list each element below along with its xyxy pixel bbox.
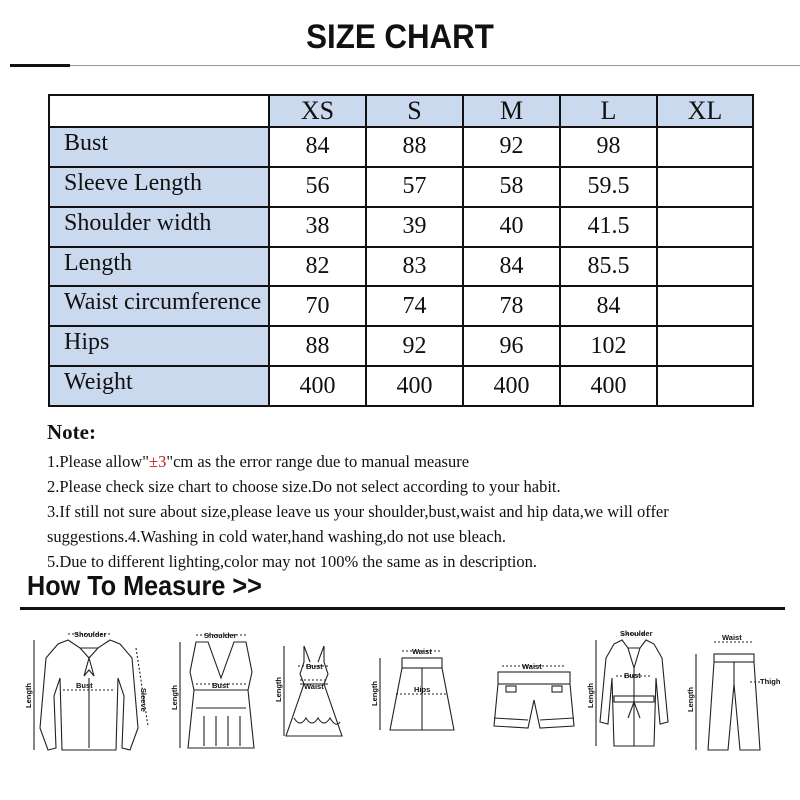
coat-shoulder-label: Shoulder: [620, 629, 653, 638]
table-cell: [657, 247, 753, 287]
table-row: [49, 127, 753, 167]
note-line-1-start: 1.Please allow": [47, 452, 150, 471]
table-cell: 41.5: [560, 207, 657, 247]
trousers-length-label: Length: [686, 687, 695, 712]
blouse-bust-label: Bust: [76, 681, 93, 690]
blouse-shoulder-label: Shoulder: [74, 630, 107, 639]
tank-top-length-label: Length: [170, 685, 179, 710]
table-row: [49, 286, 753, 326]
size-header-xs: XS: [269, 95, 366, 127]
table-cell: 82: [269, 247, 366, 287]
table-cell: 102: [560, 326, 657, 366]
dress-bust-label: Bust: [306, 662, 323, 671]
dress-diagram: [270, 618, 360, 763]
table-cell: 84: [269, 127, 366, 167]
table-cell: 39: [366, 207, 463, 247]
table-row: [49, 326, 753, 366]
table-cell: 400: [463, 366, 560, 406]
how-to-measure-heading: How To Measure >>: [27, 570, 262, 601]
corner-cell: [49, 95, 269, 127]
dress-waist-label: Waist: [304, 682, 324, 691]
table-cell: [657, 207, 753, 247]
table-cell: 70: [269, 286, 366, 326]
title-underline-thin: [70, 65, 800, 66]
table-cell: 92: [366, 326, 463, 366]
table-cell: 96: [463, 326, 560, 366]
note-line-1-end: "cm as the error range due to manual measure: [166, 452, 470, 471]
size-header-s: S: [366, 95, 463, 127]
table-cell: 85.5: [560, 247, 657, 287]
row-label: Bust: [49, 127, 269, 167]
table-cell: 78: [463, 286, 560, 326]
table-cell: [657, 366, 753, 406]
blouse-length-label: Length: [24, 683, 33, 708]
how-to-measure-rule: [20, 607, 785, 610]
note-line-3: 3.If still not sure about size,please leave us your shoulder,bust,waist and hip data,we will offer suggestions.4.Washing in cold water,hand washing,do not use bleach.: [47, 502, 669, 546]
table-cell: 98: [560, 127, 657, 167]
measurement-figures: [0, 618, 800, 798]
table-cell: 400: [366, 366, 463, 406]
coat-length-label: Length: [586, 683, 595, 708]
skirt-waist-label: Waist: [412, 647, 432, 656]
table-cell: 88: [366, 127, 463, 167]
dress-length-label: Length: [274, 677, 283, 702]
coat-bust-label: Bust: [624, 671, 641, 680]
row-label: Sleeve Length: [49, 167, 269, 207]
row-label: Shoulder width: [49, 207, 269, 247]
blouse-diagram: [18, 618, 158, 763]
tank-top-shoulder-label: Shoulder: [204, 631, 237, 640]
table-row: [49, 167, 753, 207]
note-line-1: [47, 449, 787, 474]
table-cell: 400: [560, 366, 657, 406]
size-header-l: L: [560, 95, 657, 127]
table-cell: 40: [463, 207, 560, 247]
shorts-diagram: [484, 618, 584, 763]
table-cell: 57: [366, 167, 463, 207]
trousers-thigh-label: Thigh: [760, 677, 781, 686]
tank-top-bust-label: Bust: [212, 681, 229, 690]
trousers-diagram: [684, 618, 784, 763]
table-cell: 83: [366, 247, 463, 287]
notes-heading: Note:: [47, 420, 96, 444]
shorts-waist-label: Waist: [522, 662, 542, 671]
skirt-diagram: [368, 618, 464, 763]
notes-section: [47, 420, 787, 574]
table-row: [49, 366, 753, 406]
table-cell: [657, 127, 753, 167]
table-cell: 92: [463, 127, 560, 167]
size-header-row: [49, 95, 753, 127]
skirt-hips-label: Hips: [414, 685, 431, 694]
table-cell: 38: [269, 207, 366, 247]
tank-top-diagram: [166, 618, 276, 763]
trousers-waist-label: Waist: [722, 633, 742, 642]
table-cell: 74: [366, 286, 463, 326]
table-cell: 88: [269, 326, 366, 366]
size-table: [48, 94, 754, 407]
table-cell: 84: [463, 247, 560, 287]
table-cell: [657, 326, 753, 366]
table-cell: [657, 286, 753, 326]
table-cell: 58: [463, 167, 560, 207]
table-row: [49, 207, 753, 247]
note-line-2: 2.Please check size chart to choose size.Do not select according to your habit.: [47, 477, 561, 496]
size-header-m: M: [463, 95, 560, 127]
blouse-sleeve-label: Sleeve: [139, 688, 148, 712]
table-cell: 84: [560, 286, 657, 326]
table-cell: 59.5: [560, 167, 657, 207]
note-error-range: ±3: [149, 452, 167, 471]
row-label: Length: [49, 247, 269, 287]
size-header-xl: XL: [657, 95, 753, 127]
table-cell: 400: [269, 366, 366, 406]
title-underline-thick: [10, 64, 70, 67]
table-row: [49, 247, 753, 287]
table-cell: [657, 167, 753, 207]
page-title: SIZE CHART: [306, 18, 494, 56]
table-cell: 56: [269, 167, 366, 207]
coat-diagram: [584, 618, 684, 763]
row-label: Waist circumference: [49, 286, 269, 326]
note-line-5: 5.Due to different lighting,color may not 100% the same as in description.: [47, 552, 538, 571]
skirt-length-label: Length: [370, 681, 379, 706]
row-label: Hips: [49, 326, 269, 366]
row-label: Weight: [49, 366, 269, 406]
